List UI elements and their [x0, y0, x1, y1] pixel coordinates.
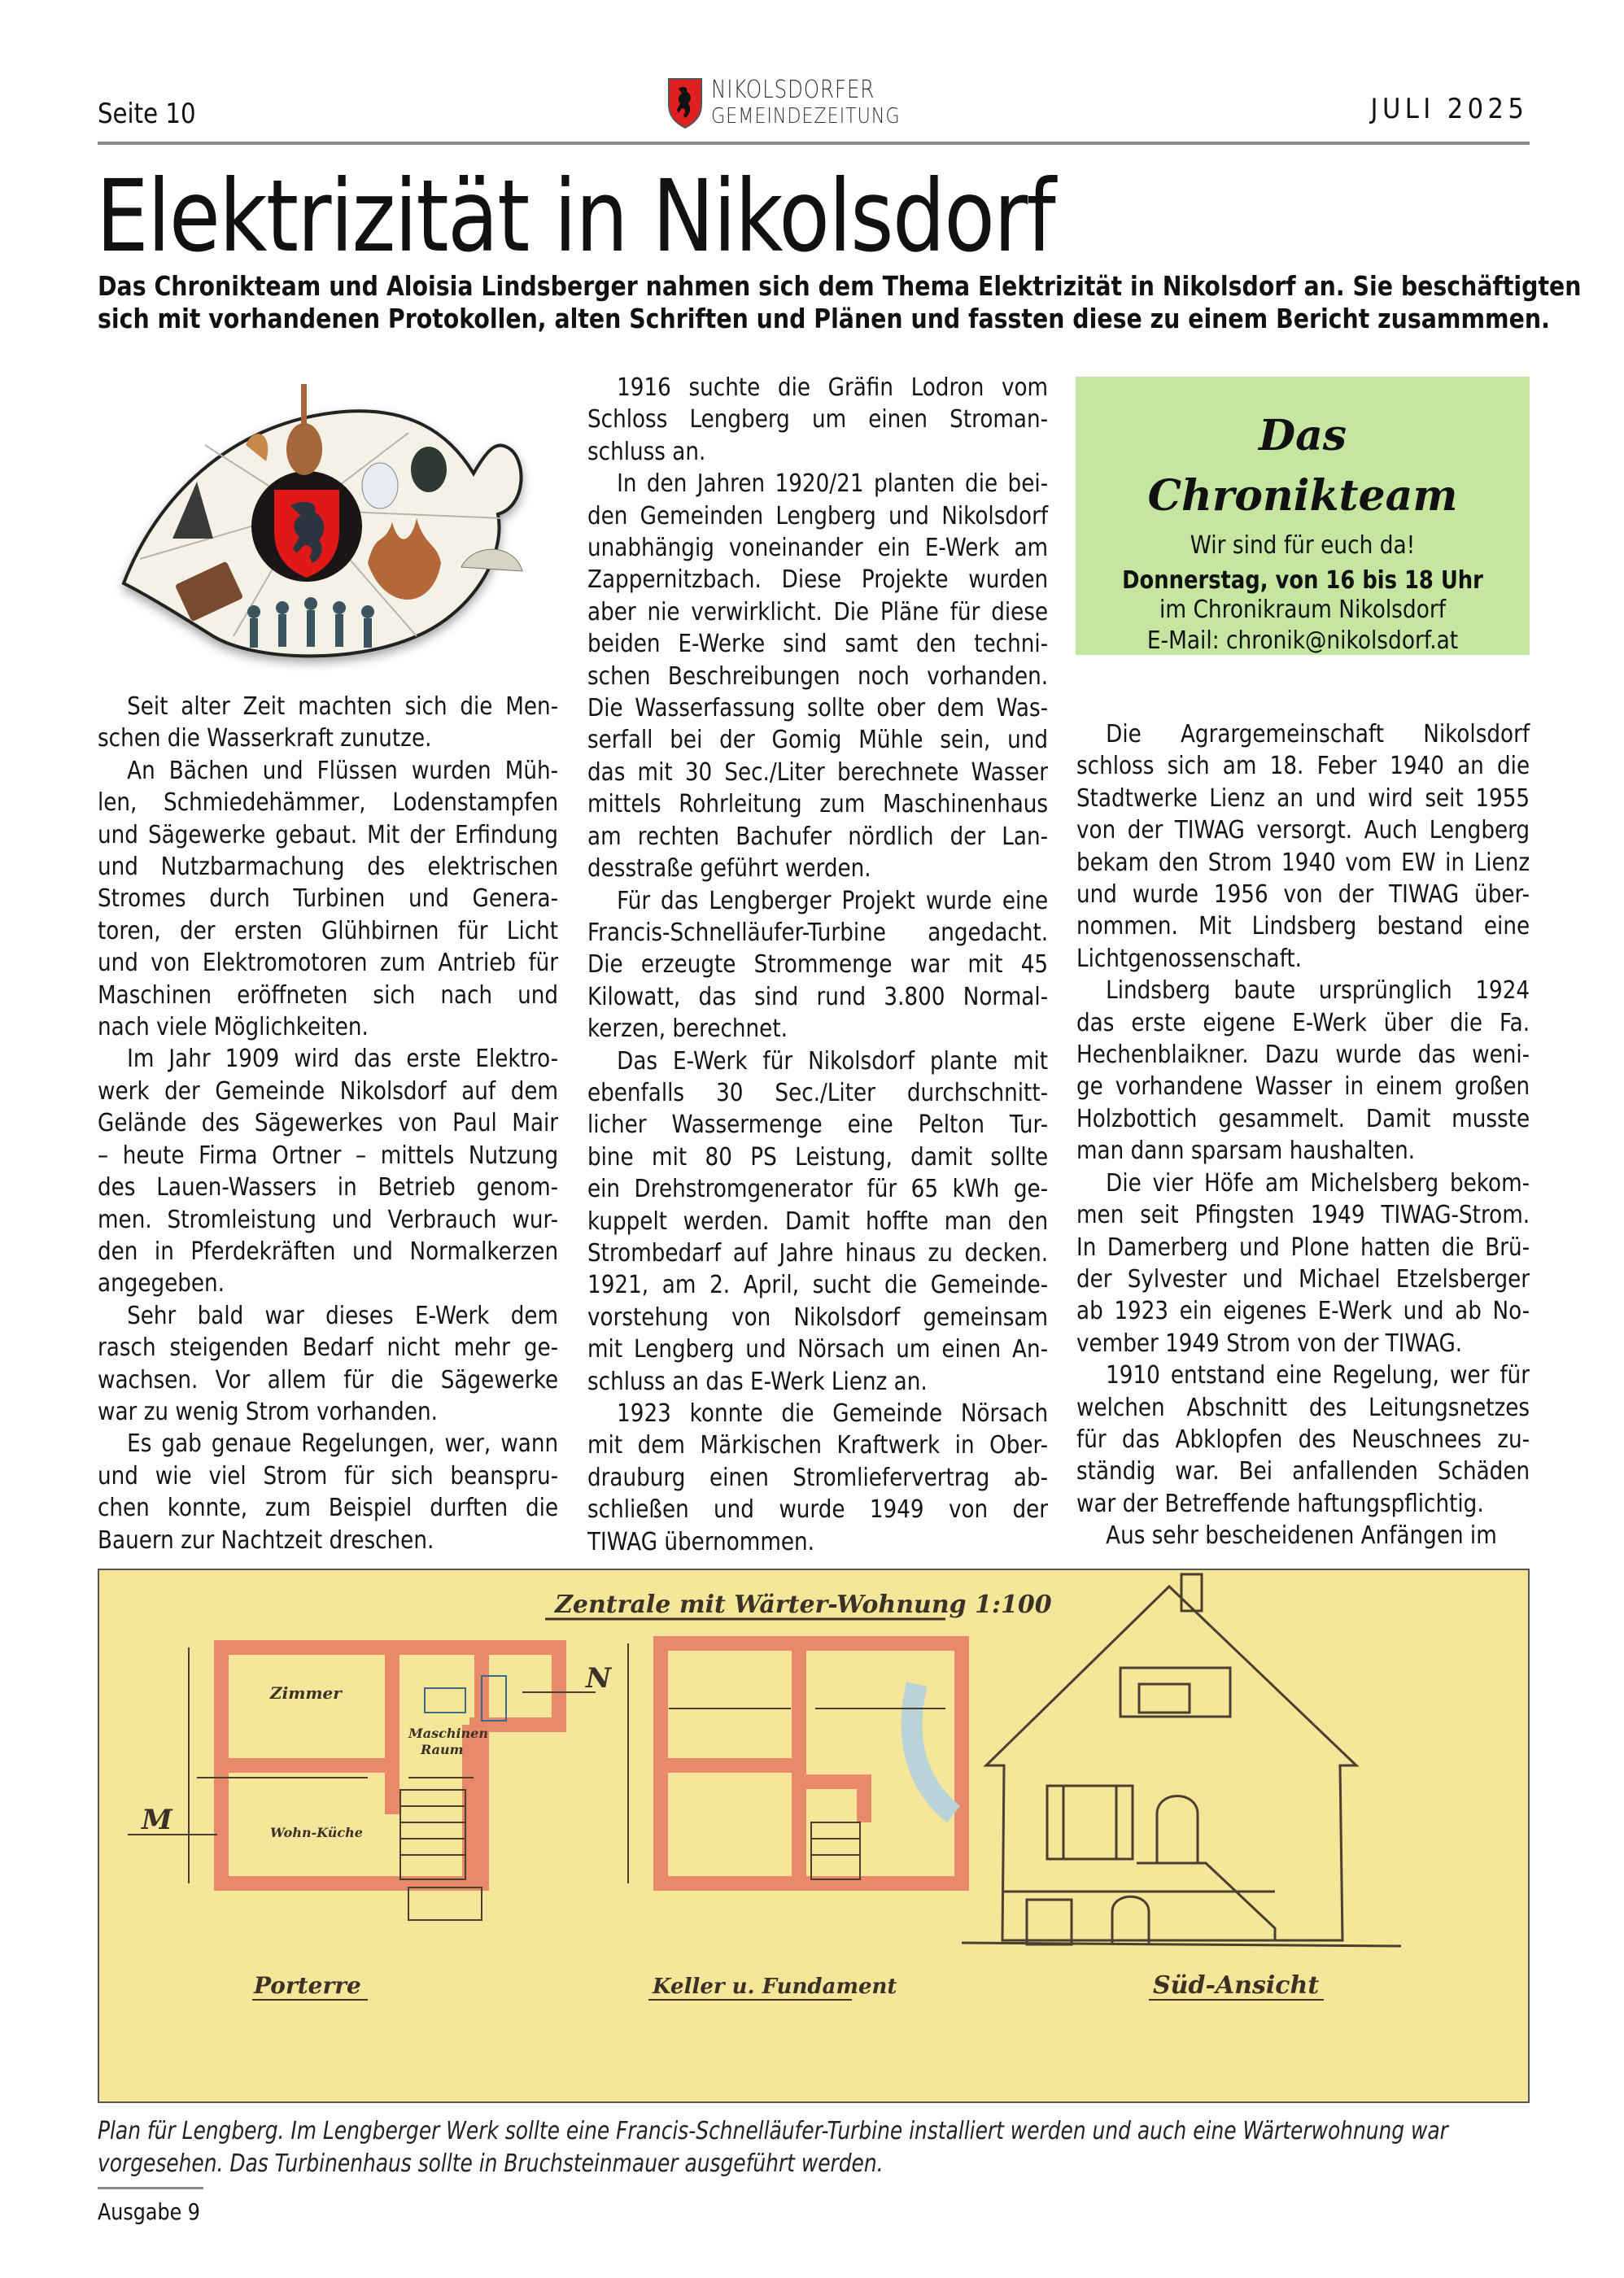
- article-text-line: und wurde 1956 von der TIWAG über-: [1076, 880, 1530, 910]
- masthead-title: NIKOLSDORFER: [711, 76, 875, 104]
- article-text-line: werk der Gemeinde Nikolsdorf auf dem: [98, 1076, 559, 1106]
- article-text-line: unabhängig voneinander ein E-Werk am: [587, 534, 1049, 563]
- article-text-line: len, Schmiedehämmer, Lodenstampfen: [98, 788, 559, 818]
- chronikteam-emblem-icon: [91, 368, 563, 677]
- article-text-line: Seit alter Zeit machten sich die Men-: [127, 692, 559, 721]
- article-text-line: Stromes durch Turbinen und Genera-: [98, 884, 559, 914]
- article-text-line: des Lauen-Wassers in Betrieb genom-: [98, 1173, 559, 1202]
- info-box-title: Das: [1258, 411, 1347, 460]
- article-text-line: das mit 30 Sec./Liter berechnete Wasser: [587, 757, 1049, 787]
- article-text-line: Sehr bald war dieses E-Werk dem: [127, 1301, 559, 1330]
- article-column-1: [98, 691, 558, 1556]
- figure-caption: [98, 2115, 1530, 2180]
- article-text-line: toren, der ersten Glühbirnen für Licht: [98, 916, 559, 945]
- article-text-line: kerzen, berechnet.: [587, 1015, 788, 1044]
- caption-line: vorgesehen. Das Turbinenhaus sollte in Bruchsteinmauer ausgeführt werden.: [98, 2149, 884, 2178]
- plan-title: Zentrale mit Wärter-Wohnung 1:100: [555, 1591, 1052, 1619]
- article-text-line: Das E-Werk für Nikolsdorf plante mit: [617, 1046, 1049, 1076]
- article-text-line: und von Elektromotoren zum Antrieb für: [98, 949, 559, 978]
- room-label: Maschinen: [408, 1726, 488, 1741]
- article-text-line: angegeben.: [98, 1269, 225, 1298]
- lead-line: Das Chronikteam und Aloisia Lindsberger nahmen sich dem Thema Elektrizität in Nikolsdorf an. Sie beschäftigten: [98, 270, 1582, 302]
- article-text-line: Die erzeugte Strommenge war mit 45: [587, 950, 1049, 980]
- article-column-2: [587, 372, 1048, 1558]
- article-text-line: das erste eigene E-Werk über die Fa.: [1076, 1008, 1530, 1037]
- room-label: Raum: [421, 1742, 464, 1757]
- article-text-line: schen die Wasserkraft zunutze.: [98, 724, 432, 753]
- article-text-line: Zappernitzbach. Diese Projekte wurden: [587, 565, 1049, 595]
- info-box-location: im Chronikraum Nikolsdorf: [1159, 596, 1446, 624]
- article-text-line: beiden E-Werke sind samt den techni-: [587, 630, 1049, 659]
- article-text-line: war der Betreffende haftungspflichtig.: [1076, 1489, 1484, 1518]
- issue-number: Ausgabe 9: [98, 2198, 200, 2225]
- footer-divider: [98, 2187, 203, 2189]
- room-label: Wohn-Küche: [270, 1825, 363, 1840]
- issue-date: JULI 2025: [1370, 93, 1528, 125]
- page-number: Seite 10: [98, 98, 196, 130]
- building-plan-figure: [98, 1569, 1530, 2103]
- article-text-line: bekam den Strom 1940 vom EW in Lienz: [1076, 848, 1530, 877]
- article-text-line: Die Wasserfassung sollte ober dem Was-: [587, 694, 1049, 723]
- room-label: Zimmer: [270, 1683, 342, 1703]
- info-box-title: Chronikteam: [1147, 471, 1458, 521]
- floor-plan-drawing: [99, 1570, 1528, 2101]
- article-text-line: 1916 suchte die Gräfin Lodron vom: [617, 373, 1049, 402]
- article-text-line: und Nutzbarmachung des elektrischen: [98, 853, 559, 882]
- article-text-line: 1923 konnte die Gemeinde Nörsach: [617, 1399, 1049, 1428]
- article-text-line: für das Abklopfen des Neuschnees zu-: [1076, 1425, 1530, 1454]
- article-text-line: Die Agrargemeinschaft Nikolsdorf: [1106, 720, 1530, 748]
- view-label: Porterre: [254, 1972, 361, 1999]
- article-text-line: An Bächen und Flüssen wurden Müh-: [127, 756, 559, 785]
- article-text-line: mit dem Märkischen Kraftwerk in Ober-: [587, 1431, 1049, 1460]
- masthead-logo: [667, 72, 931, 135]
- info-box-hours: Donnerstag, von 16 bis 18 Uhr: [1122, 566, 1483, 595]
- article-text-line: Bauern zur Nachtzeit dreschen.: [98, 1525, 434, 1555]
- article-text-line: licher Wassermenge eine Pelton Tur-: [587, 1111, 1049, 1140]
- article-text-line: chen konnte, zum Beispiel durften die: [98, 1494, 559, 1523]
- article-text-line: schen Beschreibungen noch vorhanden.: [587, 661, 1049, 691]
- info-box-tagline: Wir sind für euch da!: [1190, 531, 1416, 560]
- article-text-line: ein Drehstromgenerator für 65 kWh ge-: [587, 1175, 1049, 1204]
- article-text-line: Stadtwerke Lienz an und wird seit 1955: [1076, 783, 1530, 813]
- article-text-line: Hechenblaikner. Dazu wurde das weni-: [1076, 1041, 1530, 1070]
- article-text-line: ab 1923 ein eigenes E-Werk und ab No-: [1076, 1297, 1530, 1326]
- article-text-line: am rechten Bachufer nördlich der Lan-: [587, 822, 1049, 851]
- article-text-line: 1910 entstand eine Regelung, wer für: [1106, 1361, 1530, 1390]
- article-text-line: schluss an das E-Werk Lienz an.: [587, 1367, 928, 1396]
- article-column-3: [1076, 718, 1530, 1552]
- article-text-line: wachsen. Vor allem für die Sägewerke: [98, 1365, 559, 1394]
- article-text-line: aber nie verwirklicht. Die Pläne für diese: [587, 597, 1049, 626]
- article-text-line: welchen Abschnitt des Leitungsnetzes: [1076, 1393, 1530, 1422]
- article-text-line: kuppelt werden. Damit hoffte man den: [587, 1207, 1049, 1236]
- article-text-line: nommen. Mit Lindsberg bestand eine: [1076, 912, 1530, 941]
- article-text-line: der Sylvester und Michael Etzelsberger: [1076, 1264, 1530, 1294]
- article-text-line: den Gemeinden Lengberg und Nikolsdorf: [587, 501, 1049, 530]
- article-text-line: den in Pferdekräften und Normalkerzen: [98, 1237, 559, 1266]
- article-text-line: 1921, am 2. April, sucht die Gemeinde-: [587, 1271, 1049, 1300]
- article-text-line: vember 1949 Strom von der TIWAG.: [1076, 1329, 1463, 1358]
- article-text-line: schließen und wurde 1949 von der: [587, 1495, 1049, 1525]
- chronikteam-info-box: [1076, 377, 1530, 655]
- article-text-line: vorstehung von Nikolsdorf gemeinsam: [587, 1303, 1049, 1332]
- view-label: Süd-Ansicht: [1153, 1971, 1320, 2000]
- article-text-line: In den Jahren 1920/21 planten die bei-: [617, 469, 1049, 499]
- article-text-line: ständig war. Bei anfallenden Schäden: [1076, 1457, 1530, 1486]
- article-lead: [98, 270, 1582, 335]
- article-text-line: Im Jahr 1909 wird das erste Elektro-: [127, 1045, 559, 1074]
- article-text-line: men seit Pfingsten 1949 TIWAG-Strom.: [1076, 1201, 1530, 1230]
- info-box-email[interactable]: E-Mail: chronik@nikolsdorf.at: [1146, 626, 1459, 655]
- article-text-line: ebenfalls 30 Sec./Liter durchschnitt-: [587, 1078, 1049, 1107]
- article-text-line: drauburg einen Stromliefervertrag ab-: [587, 1463, 1049, 1492]
- article-text-line: Strombedarf auf Jahre hinaus zu decken.: [587, 1238, 1049, 1268]
- article-text-line: – heute Firma Ortner – mittels Nutzung: [98, 1141, 559, 1170]
- article-text-line: und Sägewerke gebaut. Mit der Erfindung: [98, 820, 559, 849]
- article-text-line: schloss sich am 18. Feber 1940 an die: [1076, 752, 1530, 781]
- article-text-line: und wie viel Strom für sich beanspru-: [98, 1461, 559, 1490]
- article-text-line: TIWAG übernommen.: [587, 1527, 815, 1556]
- article-text-line: Aus sehr bescheidenen Anfängen im: [1106, 1521, 1497, 1551]
- article-text-line: rasch steigenden Bedarf nicht mehr ge-: [98, 1333, 559, 1363]
- article-text-line: desstraße geführt werden.: [587, 854, 871, 884]
- article-text-line: serfall bei der Gomig Mühle sein, und: [587, 726, 1049, 755]
- section-mark: N: [586, 1662, 612, 1695]
- article-text-line: mittels Rohrleitung zum Maschinenhaus: [587, 790, 1049, 819]
- article-text-line: Schloss Lengberg um einen Stroman-: [587, 405, 1049, 434]
- article-text-line: ge vorhandene Wasser in einem großen: [1076, 1072, 1530, 1102]
- header-divider: [98, 142, 1530, 145]
- article-text-line: Lichtgenossenschaft.: [1076, 944, 1302, 973]
- article-text-line: von der TIWAG versorgt. Auch Lengberg: [1076, 816, 1530, 845]
- article-text-line: war zu wenig Strom vorhanden.: [98, 1397, 438, 1426]
- article-text-line: Lindsberg baute ursprünglich 1924: [1106, 976, 1530, 1006]
- article-text-line: men. Stromleistung und Verbrauch wur-: [98, 1205, 559, 1234]
- article-text-line: Für das Lengberger Projekt wurde eine: [617, 886, 1049, 915]
- article-text-line: nach viele Möglichkeiten.: [98, 1013, 369, 1042]
- article-text-line: Maschinen eröffneten sich nach und: [98, 980, 559, 1010]
- article-text-line: Es gab genaue Regelungen, wer, wann: [127, 1429, 559, 1459]
- article-text-line: Francis-Schnelläufer-Turbine angedacht.: [587, 918, 1049, 947]
- lead-line: sich mit vorhandenen Protokollen, alten Schriften und Plänen und fassten diese zu einem Bericht zusammmen.: [98, 303, 1550, 334]
- article-text-line: man dann sparsam haushalten.: [1076, 1137, 1416, 1166]
- section-mark: M: [142, 1804, 172, 1836]
- article-title: Elektrizität in Nikolsdorf: [96, 159, 1055, 274]
- view-label: Keller u. Fundament: [653, 1975, 897, 1999]
- article-text-line: Holzbottich gesammelt. Damit musste: [1076, 1104, 1530, 1133]
- masthead-subtitle: GEMEINDEZEITUNG: [711, 104, 901, 129]
- article-text-line: Die vier Höfe am Michelsberg bekom-: [1106, 1168, 1530, 1198]
- article-text-line: bine mit 80 PS Leistung, damit sollte: [587, 1142, 1049, 1172]
- article-text-line: schluss an.: [587, 437, 706, 466]
- article-text-line: In Damerberg und Plone hatten die Brü-: [1076, 1233, 1530, 1262]
- coat-of-arms-icon: [667, 77, 703, 129]
- article-text-line: Gelände des Sägewerkes von Paul Mair: [98, 1109, 559, 1138]
- article-text-line: Kilowatt, das sind rund 3.800 Normal-: [587, 982, 1049, 1011]
- article-text-line: mit Lengberg und Nörsach um einen An-: [587, 1335, 1049, 1364]
- caption-line: Plan für Lengberg. Im Lengberger Werk sollte eine Francis-Schnelläufer-Turbine installiert werden und auch eine Wärterwohnung war: [98, 2117, 1448, 2145]
